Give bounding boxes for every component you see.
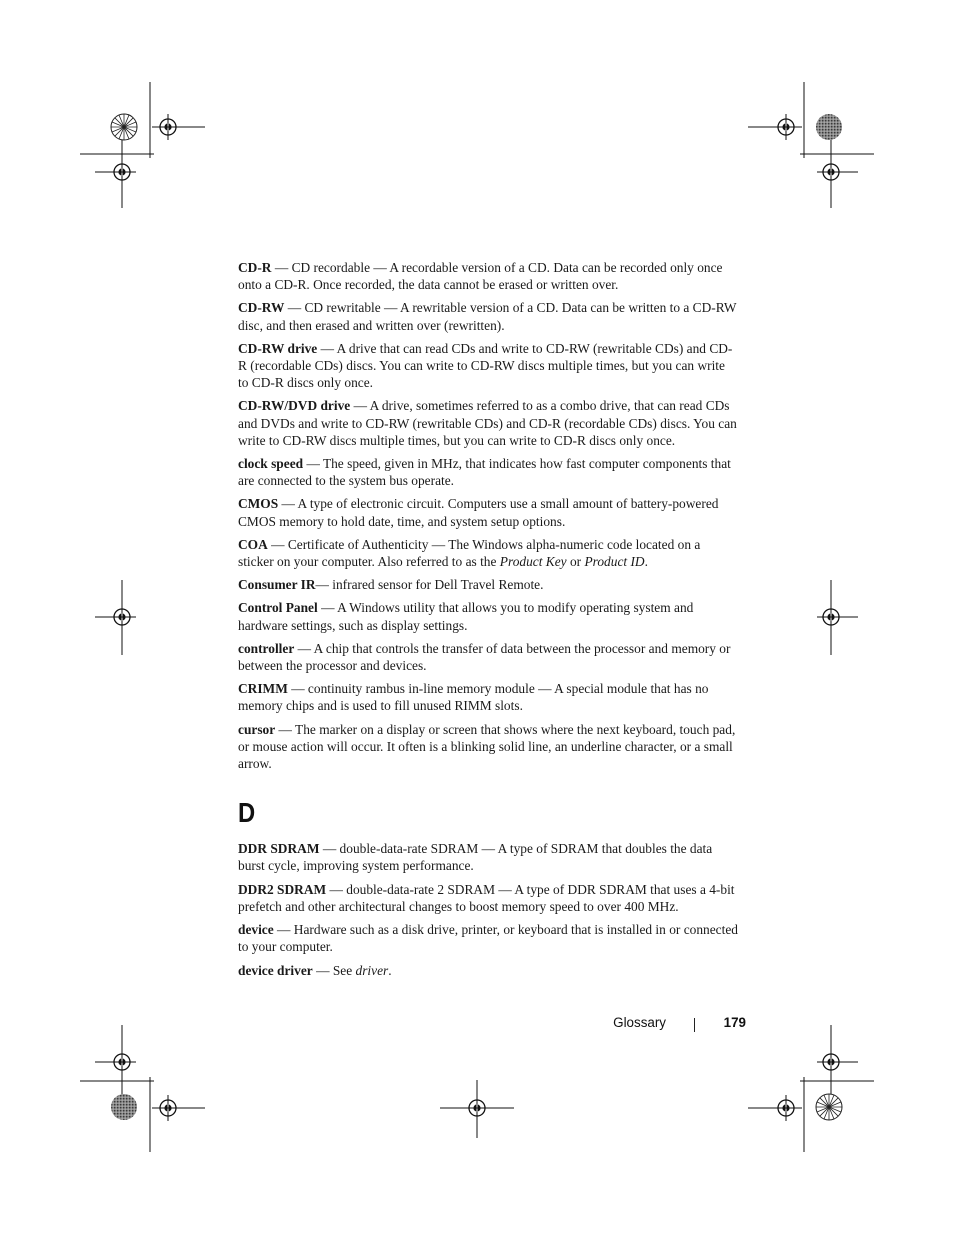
glossary-term: device (238, 922, 274, 938)
glossary-definition: — CD recordable — A recordable version of a CD. Data can be recorded only once onto a CD-R. Once recorded, the data cannot be erased or written over. (238, 260, 723, 293)
glossary-term: controller (238, 640, 295, 656)
glossary-term: device driver (238, 962, 313, 978)
glossary-entry (238, 721, 738, 773)
glossary-term: COA (238, 536, 268, 552)
footer-separator (694, 1018, 695, 1032)
glossary-definition: — Hardware such as a disk drive, printer, or keyboard that is installed in or connected to your computer. (238, 922, 738, 955)
glossary-definition: — A drive, sometimes referred to as a combo drive, that can read CDs and DVDs and write to CD-RW (rewritable CDs) and CD-R (recordable CDs) discs. You can write to CD-RW discs multiple times, but you can write to CD-R discs only once. (238, 398, 737, 448)
glossary-definition: — continuity rambus in-line memory module — A special module that has no memory chips and is used to fill unused RIMM slots. (238, 681, 709, 714)
glossary-definition: — double-data-rate SDRAM — A type of SDRAM that doubles the data burst cycle, improving system performance. (238, 841, 713, 874)
glossary-definition: . (388, 962, 392, 978)
glossary-entry (238, 397, 738, 449)
glossary-term: Consumer IR (238, 577, 316, 593)
glossary-term: DDR SDRAM (238, 841, 320, 857)
emphasis-text: Product ID (584, 554, 645, 570)
glossary-term: CD-RW/DVD drive (238, 398, 351, 414)
glossary-term: CRIMM (238, 681, 288, 697)
grain-circle-icon (111, 1094, 137, 1120)
glossary-entry (238, 299, 738, 333)
glossary-entry (238, 340, 738, 392)
glossary-entry (238, 536, 738, 570)
glossary-definition: — CD rewritable — A rewritable version of a CD. Data can be written to a CD-RW disc, and then erased and written over (rewritten). (238, 300, 737, 333)
glossary-term: cursor (238, 721, 276, 737)
glossary-definition: . (644, 554, 648, 570)
glossary-definition: — Certificate of Authenticity — The Windows alpha-numeric code located on a sticker on your computer. Also referred to as the (238, 536, 701, 570)
section-heading: D (238, 797, 256, 829)
glossary-definition: — See (312, 962, 356, 978)
glossary-definition: — A type of electronic circuit. Computers use a small amount of battery-powered CMOS memory to hold date, time, and system setup options. (238, 496, 719, 529)
glossary-term: clock speed (238, 456, 304, 472)
glossary-entry (238, 576, 738, 593)
glossary-definition: — infrared sensor for Dell Travel Remote. (315, 577, 544, 593)
glossary-term: CD-RW drive (238, 340, 318, 356)
glossary-entry (238, 680, 738, 714)
starburst-icon (111, 114, 137, 140)
glossary-entry (238, 921, 738, 955)
glossary-term: CD-R (238, 260, 272, 275)
glossary-entry (238, 259, 738, 293)
glossary-content (238, 259, 738, 985)
emphasis-text: driver (355, 962, 389, 978)
glossary-definition: — The speed, given in MHz, that indicates how fast computer components that are connected to the system bus operate. (238, 456, 731, 489)
starburst-icon (816, 1094, 842, 1120)
footer-section-label: Glossary (613, 1015, 666, 1030)
glossary-entry (238, 840, 738, 874)
glossary-term: CD-RW (238, 300, 285, 316)
grain-circle-icon (816, 114, 842, 140)
glossary-definition: — double-data-rate 2 SDRAM — A type of DDR SDRAM that uses a 4-bit prefetch and other architectural changes to boost memory speed to over 400 MHz. (238, 881, 735, 914)
emphasis-text: Product Key (499, 554, 567, 570)
glossary-term: Control Panel (238, 600, 318, 616)
glossary-definition: — The marker on a display or screen that shows where the next keyboard, touch pad, or mouse action will occur. It often is a blinking solid line, an underline character, or a small arrow. (238, 721, 736, 772)
page-footer (560, 1015, 746, 1035)
glossary-entry (238, 599, 738, 633)
glossary-entry (238, 455, 738, 489)
glossary-entry (238, 962, 738, 979)
page-number: 179 (723, 1015, 746, 1030)
glossary-definition: or (566, 554, 585, 570)
glossary-definition: — A Windows utility that allows you to modify operating system and hardware settings, such as display settings. (238, 600, 694, 633)
glossary-definition: — A drive that can read CDs and write to CD-RW (rewritable CDs) and CD-R (recordable CDs) discs. You can write to CD-RW discs multiple times, but you can write to CD-R discs only once. (238, 340, 733, 391)
glossary-entry (238, 640, 738, 674)
glossary-term: DDR2 SDRAM (238, 881, 327, 897)
glossary-definition: — A chip that controls the transfer of data between the processor and memory or between the processor and devices. (238, 640, 731, 674)
glossary-entry (238, 881, 738, 915)
glossary-term: CMOS (238, 496, 279, 512)
glossary-entry (238, 495, 738, 529)
